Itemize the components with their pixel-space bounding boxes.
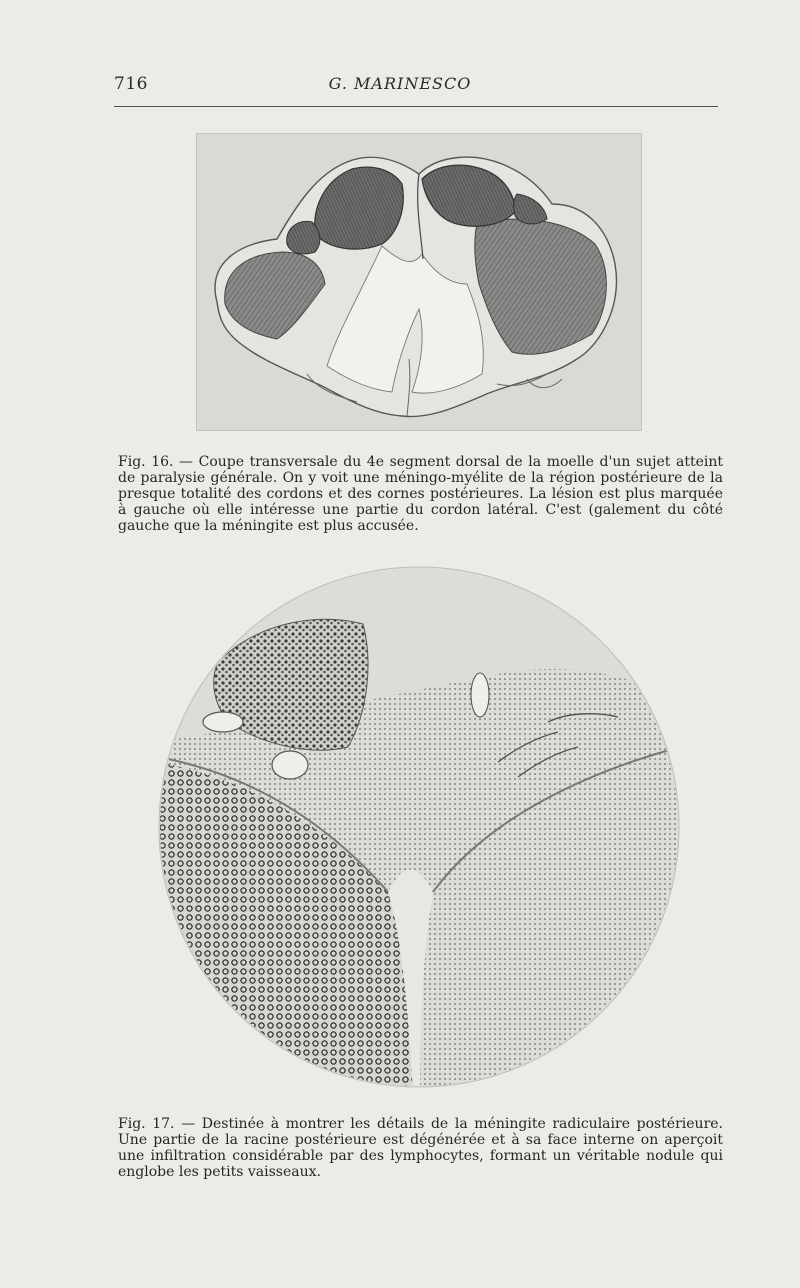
figure-17-caption: Fig. 17. — Destinée à montrer les détails de la méningite radiculaire postérieure. Une partie de la racine postérieure est dégénérée et à sa face interne on aperçoit une infiltration considérable par des lymphocytes, formant un véritable nodule qui englobe les petits vaisseaux. [118, 1116, 723, 1180]
micrograph-drawing [158, 562, 680, 1092]
running-title: G. MARINESCO [328, 74, 472, 93]
page-number: 716 [114, 74, 148, 94]
figure-16-caption: Fig. 16. — Coupe transversale du 4e segment dorsal de la moelle d'un sujet atteint de paralysie générale. On y voit une méningo-myélite de la région postérieure de la presque totalité des cordons et des cornes postérieures. La lésion est plus marquée à gauche où elle intéresse une partie du cordon latéral. C'est (galement du côté gauche que la méningite est plus accusée. [118, 454, 723, 534]
spinal-cord-drawing [197, 134, 641, 430]
figure-16-spinal-cord-section [196, 133, 642, 431]
header-rule [114, 106, 718, 107]
figure-17-micrograph [158, 562, 680, 1092]
